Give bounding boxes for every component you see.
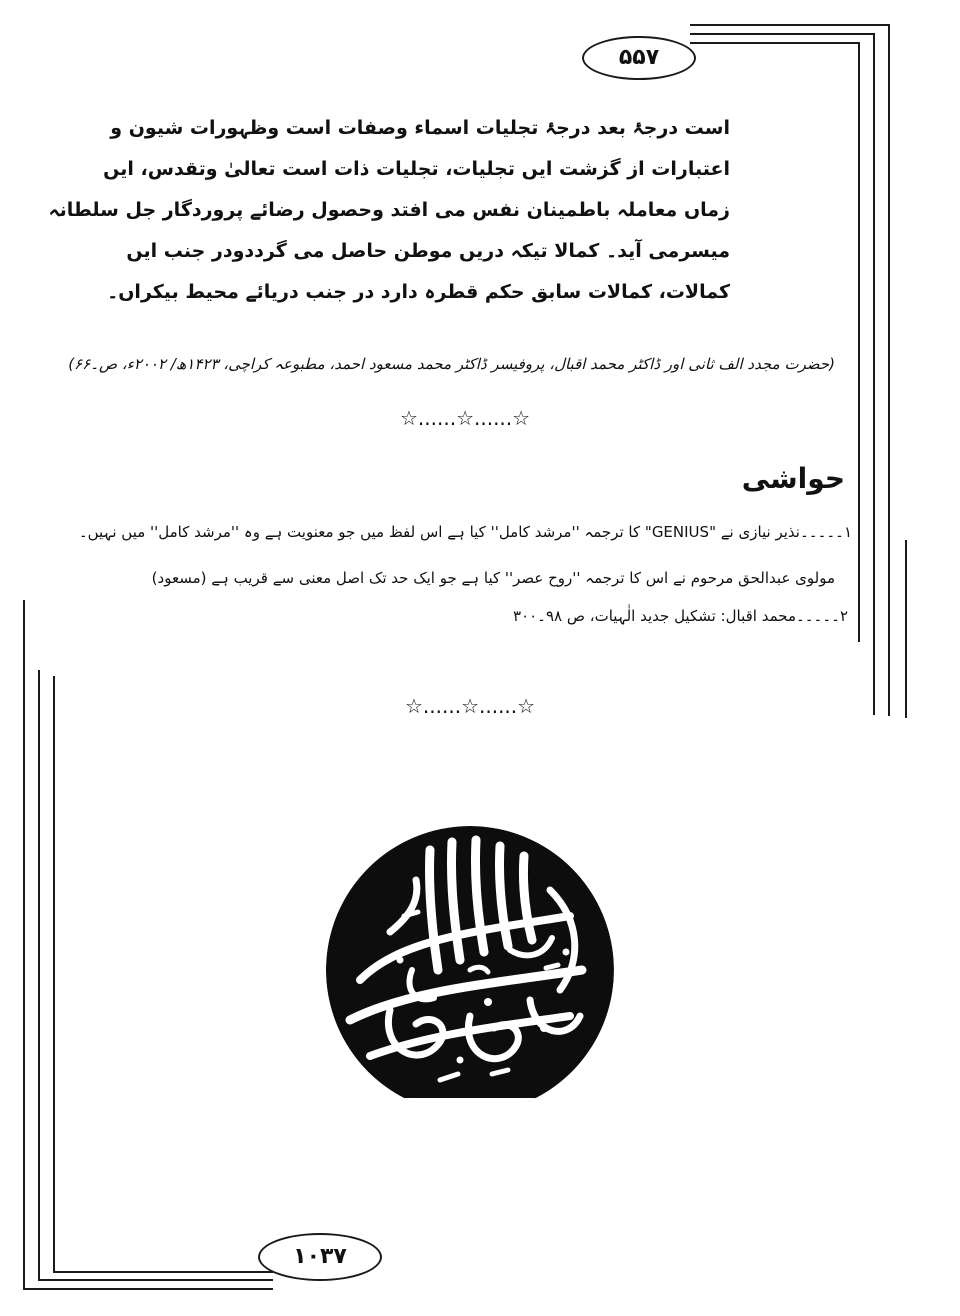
frame-top-line-outer	[690, 24, 890, 26]
frame-right-line-inner	[873, 33, 875, 715]
lower-frame-bottom-inner2	[53, 1271, 273, 1273]
bottom-page-number: ۱۰۳۷	[258, 1233, 382, 1281]
calligraphy-seal-icon	[320, 820, 620, 1120]
frame-right-line-short	[905, 540, 907, 718]
lower-frame-left-outer	[23, 600, 25, 1290]
paragraph-line-2: اعتبارات از گزشت ایں تجلیات، تجلیات ذات است تعالیٰ وتقدس، ایں	[103, 158, 730, 180]
separator-stars-top: ☆......☆......☆	[400, 406, 531, 430]
paragraph-line-5: کمالات، کمالات سابق حکم قطرہ دارد در جنب دریائے محیط بیکراں۔	[107, 281, 730, 303]
lower-frame-left-inner2	[53, 676, 55, 1272]
frame-top-line-inner	[690, 33, 875, 35]
lower-frame-left-inner	[38, 670, 40, 1280]
frame-top-line-inner2	[690, 42, 860, 44]
top-page-number: ۵۵۷	[582, 36, 696, 80]
paragraph-line-4: میسرمی آید۔ کمالا تیکہ دریں موطن حاصل می گرددودر جنب ایں	[126, 240, 730, 262]
notes-heading: حواشی	[741, 462, 845, 495]
note-2: ۲۔۔۔۔۔محمد اقبال: تشکیل جدید الٰہیات، ص ۹۸۔۳۰۰	[512, 607, 848, 625]
frame-right-line-outer	[888, 24, 890, 716]
note-1: ۱۔۔۔۔۔نذیر نیازی نے "GENIUS" کا ترجمہ ''مرشد کامل'' کیا ہے اس لفظ میں جو معنویت ہے وہ ''مرشد کامل'' میں نہیں۔	[78, 523, 852, 541]
separator-stars-bottom: ☆......☆......☆	[405, 694, 536, 718]
lower-frame-bottom-inner	[38, 1279, 273, 1281]
main-paragraph	[48, 108, 730, 313]
note-1-continuation: مولوی عبدالحق مرحوم نے اس کا ترجمہ ''روح عصر'' کیا ہے جو ایک حد تک اصل معنی سے قریب ہے (مسعود)	[151, 569, 835, 587]
lower-frame-bottom-outer	[23, 1288, 273, 1290]
paragraph-line-3: زماں معاملہ باطمینان نفس می افتد وحصول رضائے پروردگار جل سلطانہ	[48, 199, 730, 221]
citation: (حضرت مجدد الف ثانی اور ڈاکٹر محمد اقبال، پروفیسر ڈاکٹر محمد مسعود احمد، مطبوعہ کراچی، ۱۴۲۳ھ/ ۲۰۰۲ء، ص۔۶۶)	[68, 355, 835, 373]
paragraph-line-1: است درجۂ بعد درجۂ تجلیات اسماء وصفات است وظہورات شیون و	[110, 117, 730, 139]
frame-right-line-inner2	[858, 42, 860, 642]
